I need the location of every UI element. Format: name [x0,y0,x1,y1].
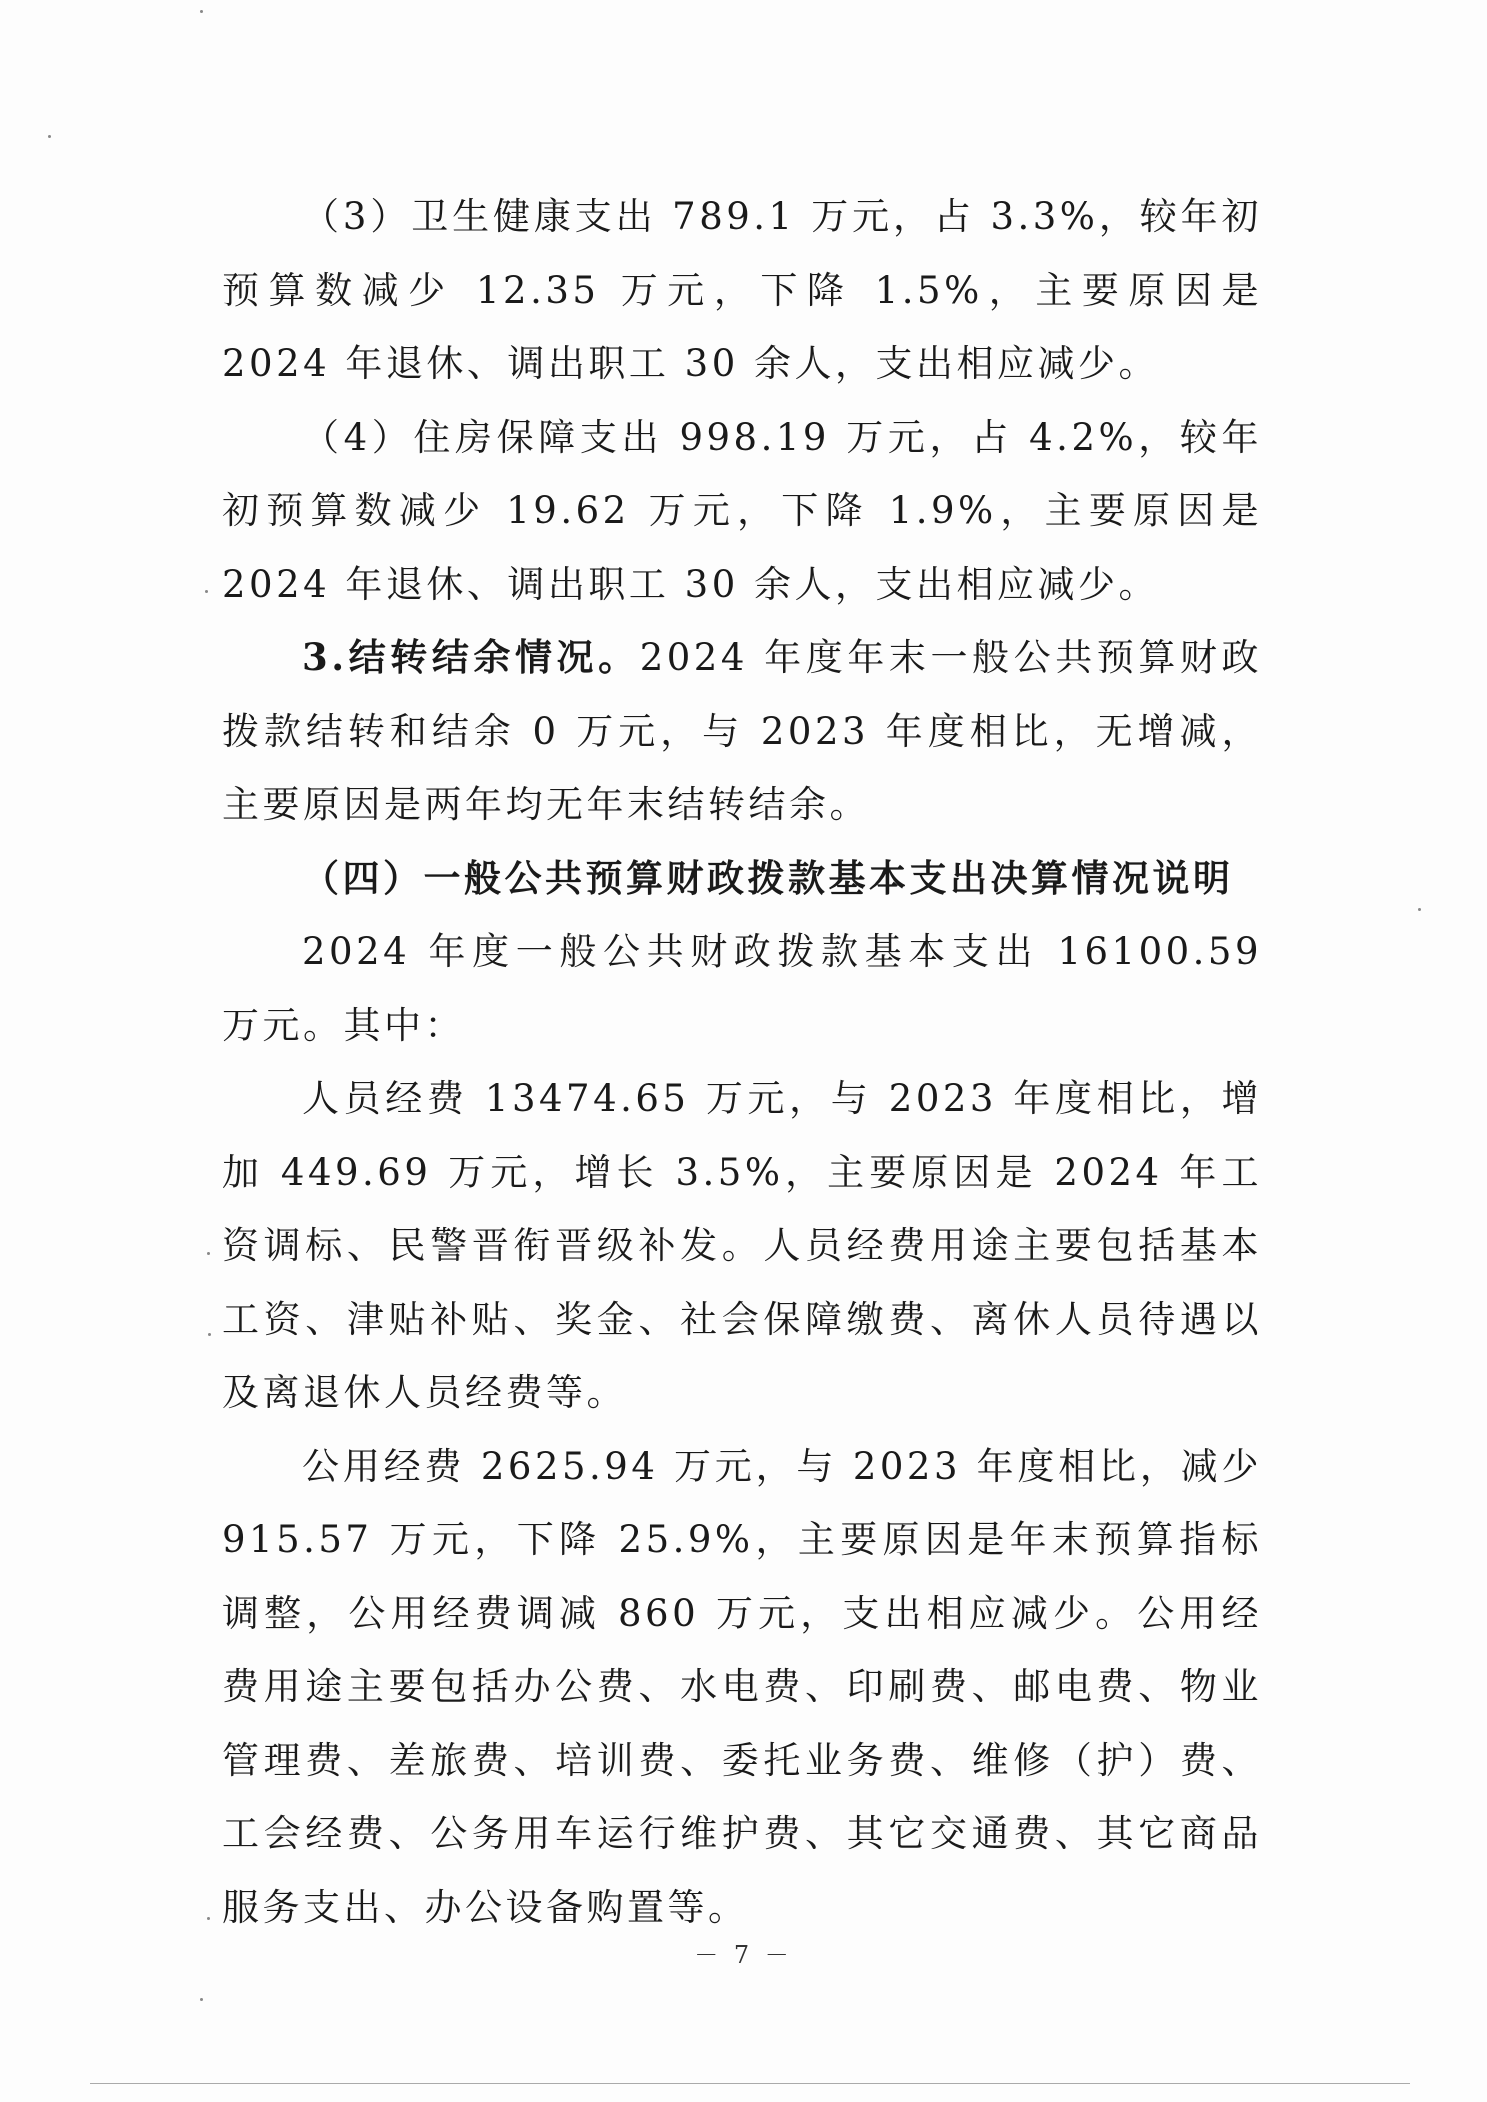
scan-speck [208,1333,211,1336]
document-body [222,180,1262,1944]
scan-speck [207,1917,210,1920]
scan-speck [207,1252,210,1255]
scan-speck [200,10,203,13]
paragraph-housing-expenditure: （4）住房保障支出 998.19 万元，占 4.2%，较年初预算数减少 19.62 万元，下降 1.9%，主要原因是 2024 年退休、调出职工 30 余人，支出相应减少。 [222,415,1262,606]
scan-speck [205,590,208,593]
paragraph-personnel-costs: 人员经费 13474.65 万元，与 2023 年度相比，增加 449.69 万元，增长 3.5%，主要原因是 2024 年工资调标、民警晋衔晋级补发。人员经费用途主要包括基本工资、津贴补贴、奖金、社会保障缴费、离休人员待遇以及离退休人员经费等。 [222,1077,1262,1414]
paragraph-public-costs: 公用经费 2625.94 万元，与 2023 年度相比，减少 915.57 万元，下降 25.9%，主要原因是年末预算指标调整，公用经费调减 860 万元，支出相应减少。公用经费用途主要包括办公费、水电费、印刷费、邮电费、物业管理费、差旅费、培训费、委托业务费、维修（护）费、工会经费、公务用车运行维护费、其它交通费、其它商品服务支出、办公设备购置等。 [222,1444,1262,1929]
section-heading: （四）一般公共预算财政拨款基本支出决算情况说明 [302,855,1234,900]
paragraph-basic-expenditure: 2024 年度一般公共财政拨款基本支出 16100.59 万元。其中： [222,930,1262,1047]
carryover-lead: 3.结转结余情况。 [302,635,640,679]
paragraph-carryover-balance: 3.结转结余情况。2024 年度年末一般公共预算财政拨款结转和结余 0 万元，与 2023 年度相比，无增减，主要原因是两年均无年末结转结余。 [222,635,1262,826]
paragraph-health-expenditure: （3）卫生健康支出 789.1 万元，占 3.3%，较年初预算数减少 12.35 万元，下降 1.5%，主要原因是 2024 年退休、调出职工 30 余人，支出相应减少。 [222,195,1262,385]
scan-edge-line [90,2083,1410,2084]
scan-speck [200,1998,203,2001]
scan-speck [1418,908,1421,911]
scan-speck [48,135,51,138]
page-number: － 7 － [694,1941,793,1969]
